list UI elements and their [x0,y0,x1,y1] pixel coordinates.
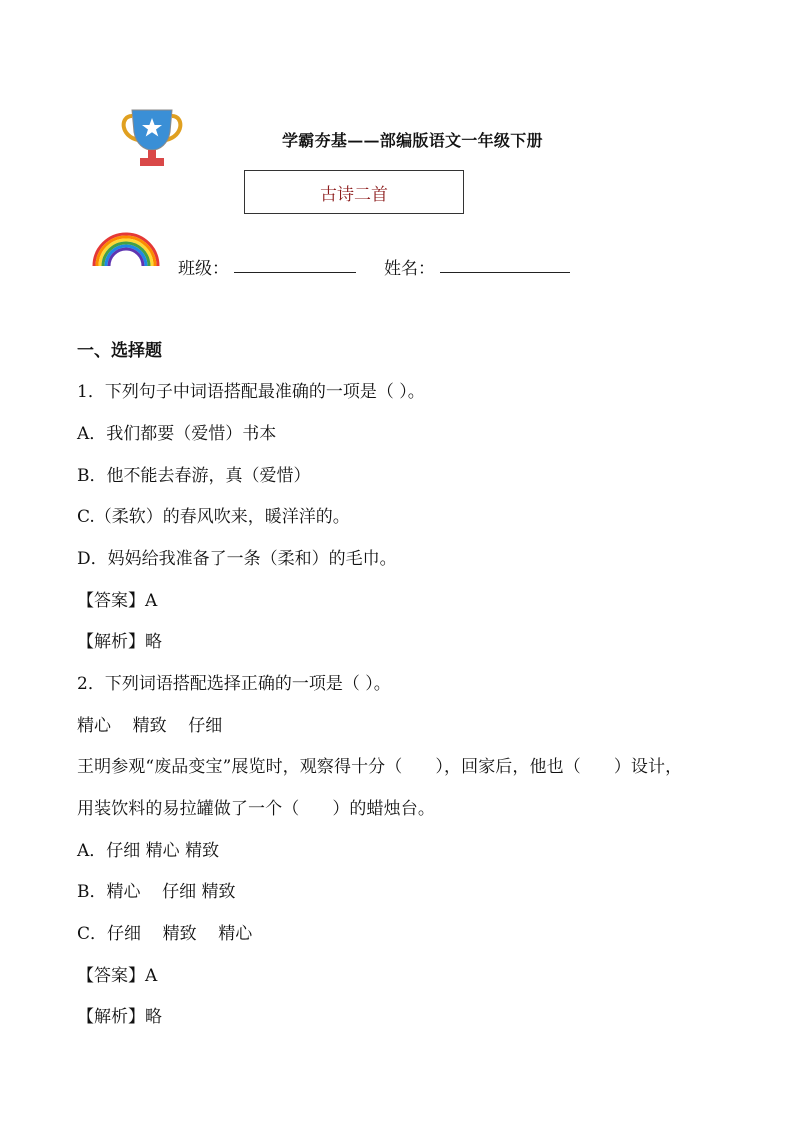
document-title: 学霸夯基——部编版语文一年级下册 [282,131,543,150]
lesson-title-box [244,170,464,214]
name-label: 姓名： [384,259,435,279]
name-input-line[interactable] [440,272,570,273]
question-2-words: 精心 精致 仔细 [77,716,223,736]
section-heading: 一、选择题 [77,341,162,361]
question-1-stem: 1．下列句子中词语搭配最准确的一项是（ ）。 [77,382,425,402]
question-2-option-b: B．精心 仔细 精致 [77,882,236,902]
question-2-analysis: 【解析】略 [77,1007,162,1027]
question-2-passage-line-2: 用装饮料的易拉罐做了一个（ ）的蜡烛台。 [77,799,435,819]
trophy-icon [118,106,186,170]
class-label: 班级： [178,259,229,279]
question-1-analysis: 【解析】略 [77,632,162,652]
question-2-answer: 【答案】A [77,966,158,986]
question-1-option-b: B．他不能去春游，真（爱惜） [77,466,311,486]
lesson-title: 古诗二首 [320,184,388,205]
question-2-stem: 2．下列词语搭配选择正确的一项是（ ）。 [77,674,391,694]
question-2-option-c: C．仔细 精致 精心 [77,924,253,944]
question-2-passage-line-1: 王明参观“废品变宝”展览时，观察得十分（ ），回家后，他也（ ）设计， [77,757,683,777]
rainbow-icon [90,228,162,268]
question-1-option-c: C.（柔软）的春风吹来，暖洋洋的。 [77,507,350,527]
question-1-answer: 【答案】A [77,591,158,611]
question-1-option-d: D．妈妈给我准备了一条（柔和）的毛巾。 [77,549,397,569]
question-2-option-a: A．仔细 精心 精致 [77,841,220,861]
class-input-line[interactable] [234,272,356,273]
question-1-option-a: A．我们都要（爱惜）书本 [77,424,277,444]
